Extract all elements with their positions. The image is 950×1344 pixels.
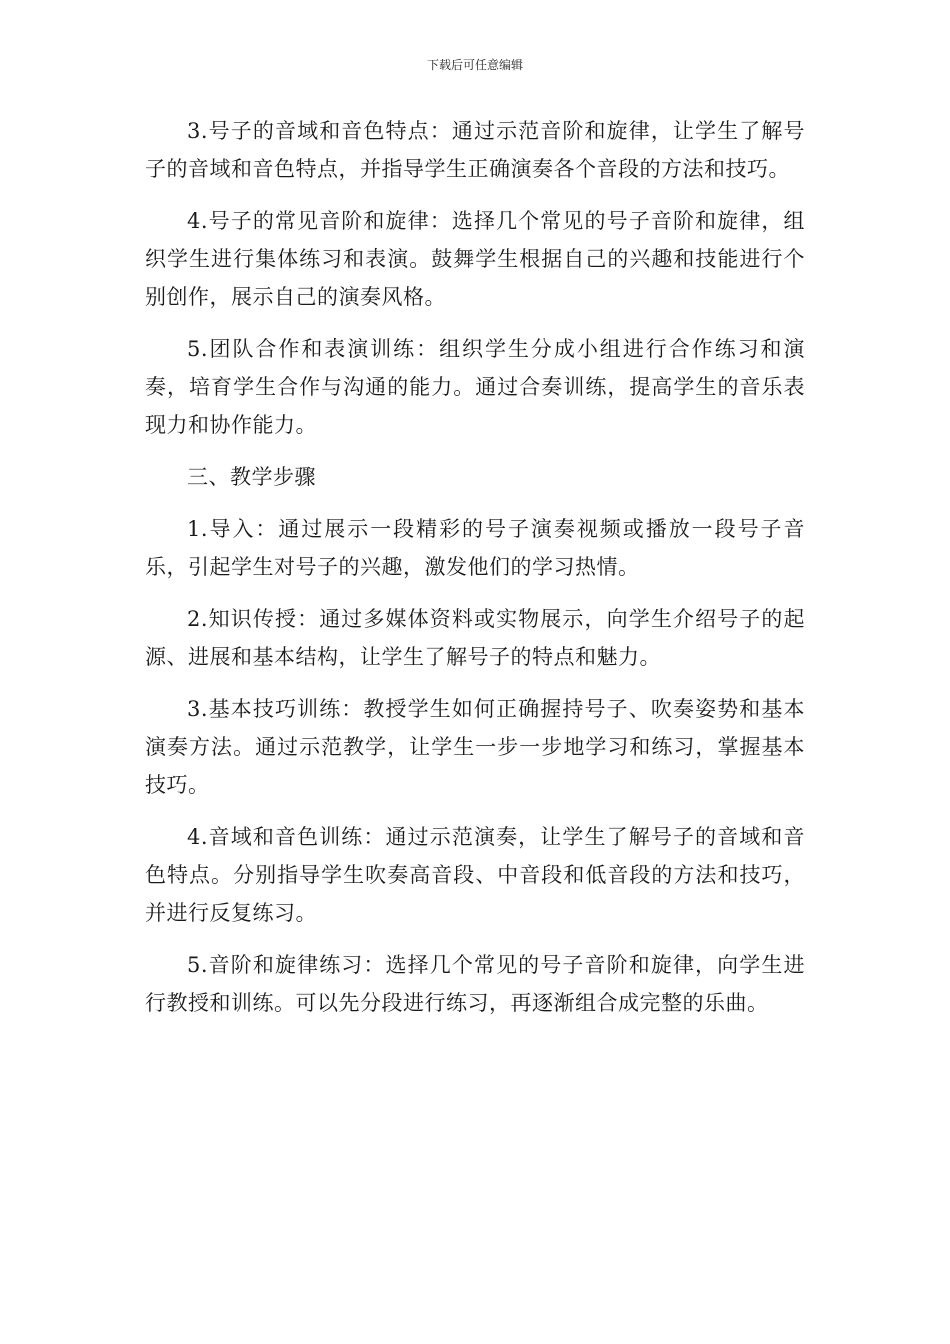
paragraph-teamwork: 5.团队合作和表演训练：组织学生分成小组进行合作练习和演奏，培育学生合作与沟通的能力。通过合奏训练，提高学生的音乐表现力和协作能力。	[145, 337, 805, 437]
document-body	[145, 112, 805, 1036]
paragraph-scale-practice: 5.音阶和旋律练习：选择几个常见的号子音阶和旋律，向学生进行教授和训练。可以先分段进行练习，再逐渐组合成完整的乐曲。	[145, 953, 805, 1015]
paragraph-basic-skills: 3.基本技巧训练：教授学生如何正确握持号子、吹奏姿势和基本演奏方法。通过示范教学，让学生一步一步地学习和练习，掌握基本技巧。	[145, 697, 805, 797]
page-header: 下载后可任意编辑	[426, 58, 523, 72]
paragraph-introduction: 1.导入：通过展示一段精彩的号子演奏视频或播放一段号子音乐，引起学生对号子的兴趣，激发他们的学习热情。	[145, 517, 805, 579]
paragraph-common-scales: 4.号子的常见音阶和旋律：选择几个常见的号子音阶和旋律，组织学生进行集体练习和表演。鼓舞学生根据自己的兴趣和技能进行个别创作，展示自己的演奏风格。	[145, 209, 805, 309]
section-heading-teaching-steps: 三、教学步骤	[187, 465, 316, 489]
paragraph-knowledge: 2.知识传授：通过多媒体资料或实物展示，向学生介绍号子的起源、进展和基本结构，让学生了解号子的特点和魅力。	[145, 607, 805, 669]
paragraph-range-training: 4.音域和音色训练：通过示范演奏，让学生了解号子的音域和音色特点。分别指导学生吹奏高音段、中音段和低音段的方法和技巧，并进行反复练习。	[145, 825, 805, 925]
paragraph-range-timbre: 3.号子的音域和音色特点：通过示范音阶和旋律，让学生了解号子的音域和音色特点，并指导学生正确演奏各个音段的方法和技巧。	[145, 119, 805, 181]
